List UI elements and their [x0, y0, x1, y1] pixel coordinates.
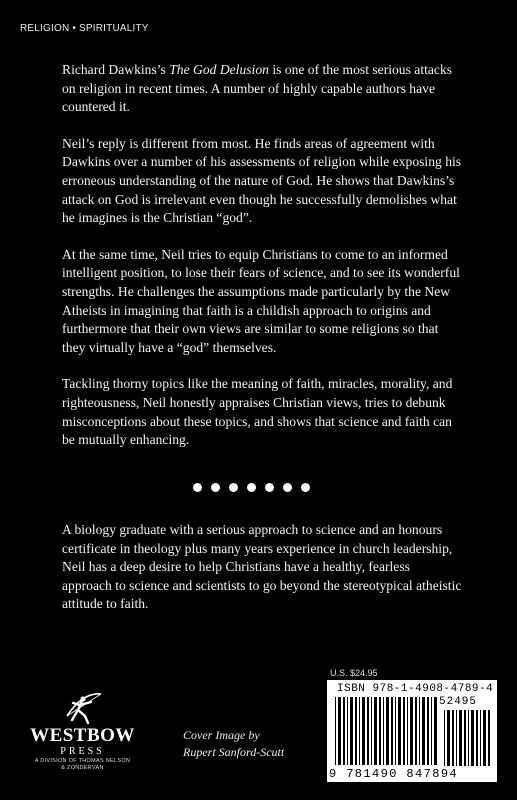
price-addon-number: 52495 [439, 696, 478, 708]
addon-barcode-bars [444, 710, 492, 766]
barcode-bar [367, 697, 369, 765]
barcode-bar [343, 697, 345, 765]
divider-dot [247, 483, 256, 492]
isbn-number: ISBN 978-1-4908-4789-4 [337, 683, 494, 695]
blurb-paragraph-4: Tackling thorny topics like the meaning of faith, miracles, morality, and righteousness, Neil honestly appraises Christian views, tries to debunk misconceptions about these topics, and shows that science and faith can be mutually enhancing. [62, 376, 453, 448]
divider-dot [283, 483, 292, 492]
barcode-bar [403, 697, 405, 765]
barcode-bar [480, 710, 481, 766]
barcode-bar [488, 710, 490, 766]
barcode-bar [407, 697, 408, 765]
back-cover-blurb [62, 61, 462, 468]
publisher-division-line-2: & ZONDERVAN [61, 765, 104, 771]
barcode-bar [335, 697, 336, 765]
barcode-bar [359, 697, 360, 765]
publisher-division-line-1: A DIVISION OF THOMAS NELSON [34, 758, 131, 764]
blurb-p1-prefix: Richard Dawkins’s [62, 62, 170, 77]
barcode-bar [371, 697, 372, 765]
blurb-paragraph-1 [62, 61, 462, 117]
barcode-bar [383, 697, 384, 765]
barcode-bar [398, 697, 401, 765]
barcode-bar [468, 710, 469, 766]
blurb-paragraph-2: Neil’s reply is different from most. He finds areas of agreement with Dawkins over a number of his assessments of religion while exposing his erroneous understanding of the nature of God. He shows that Dawkins’s attack on God is irrelevant even though he successfully demolishes what he imagines is the Christian “god”. [62, 135, 462, 226]
barcode-bar [415, 697, 417, 765]
barcode-bar [374, 697, 377, 765]
barcode-bar [483, 710, 486, 766]
barcode-bar [347, 697, 348, 765]
barcode-bar [391, 697, 393, 765]
barcode-bar [452, 710, 454, 766]
barcode-bar [355, 697, 357, 765]
barcode-bar [410, 697, 413, 765]
category-label: RELIGION • SPIRITUALITY [20, 23, 149, 34]
barcode-bar [350, 697, 353, 765]
section-divider-dots [193, 483, 310, 492]
barcode-bar [456, 710, 457, 766]
isbn-barcode [327, 680, 497, 782]
divider-dot [265, 483, 274, 492]
barcode-bar [447, 710, 450, 766]
author-bio: A biology graduate with a serious approach to science and an honours certificate in theology plus many years experience in church leadership, Neil has a deep desire to help Christians have a healthy, fearless approach to science and scientists to go beyond the stereotypical atheistic attitude to faith. [62, 522, 462, 612]
blurb-paragraph-3: At the same time, Neil tries to equip Christians to come to an informed intelligent position, to lose their fears of science, and to see its wonderful strengths. He challenges the assumptions made particularly by the New Atheists in imagining that faith is a childish approach to origins and furthermore that their own views are similar to some religions so that they virtually have a “god” themselves. [62, 246, 460, 355]
cover-credit-line-1: Cover Image by [183, 728, 260, 742]
barcode-bar [476, 710, 478, 766]
barcode-bar [471, 710, 474, 766]
book-title-reference: The God Delusion [169, 62, 269, 77]
divider-dot [193, 483, 202, 492]
ean-barcode-bars [335, 697, 437, 765]
barcode-bar [444, 710, 445, 766]
barcode-bar [431, 697, 432, 765]
blurb-p1-suffix: is one of the most serious attacks on religion in recent times. A number of highly capable authors have countered it. [62, 62, 453, 115]
divider-dot [229, 483, 238, 492]
archer-emblem-icon [61, 690, 105, 724]
publisher-logo [20, 690, 145, 772]
barcode-bar [362, 697, 365, 765]
barcode-bar [422, 697, 425, 765]
cover-credit-line-2: Rupert Sanford-Scutt [183, 745, 285, 759]
ean-digits: 9 781490 847894 [329, 767, 459, 781]
barcode-bar [386, 697, 389, 765]
divider-dot [211, 483, 220, 492]
barcode-bar [419, 697, 420, 765]
publisher-name: WESTBOW [30, 725, 135, 746]
divider-dot [301, 483, 310, 492]
barcode-bar [427, 697, 429, 765]
barcode-bar [434, 697, 437, 765]
barcode-bar [379, 697, 381, 765]
barcode-bar [464, 710, 466, 766]
cover-image-credit [183, 727, 284, 761]
price-label: U.S. $24.95 [330, 668, 378, 678]
barcode-bar [459, 710, 462, 766]
barcode-bar [395, 697, 396, 765]
publisher-press: PRESS [60, 746, 105, 757]
barcode-bar [338, 697, 341, 765]
